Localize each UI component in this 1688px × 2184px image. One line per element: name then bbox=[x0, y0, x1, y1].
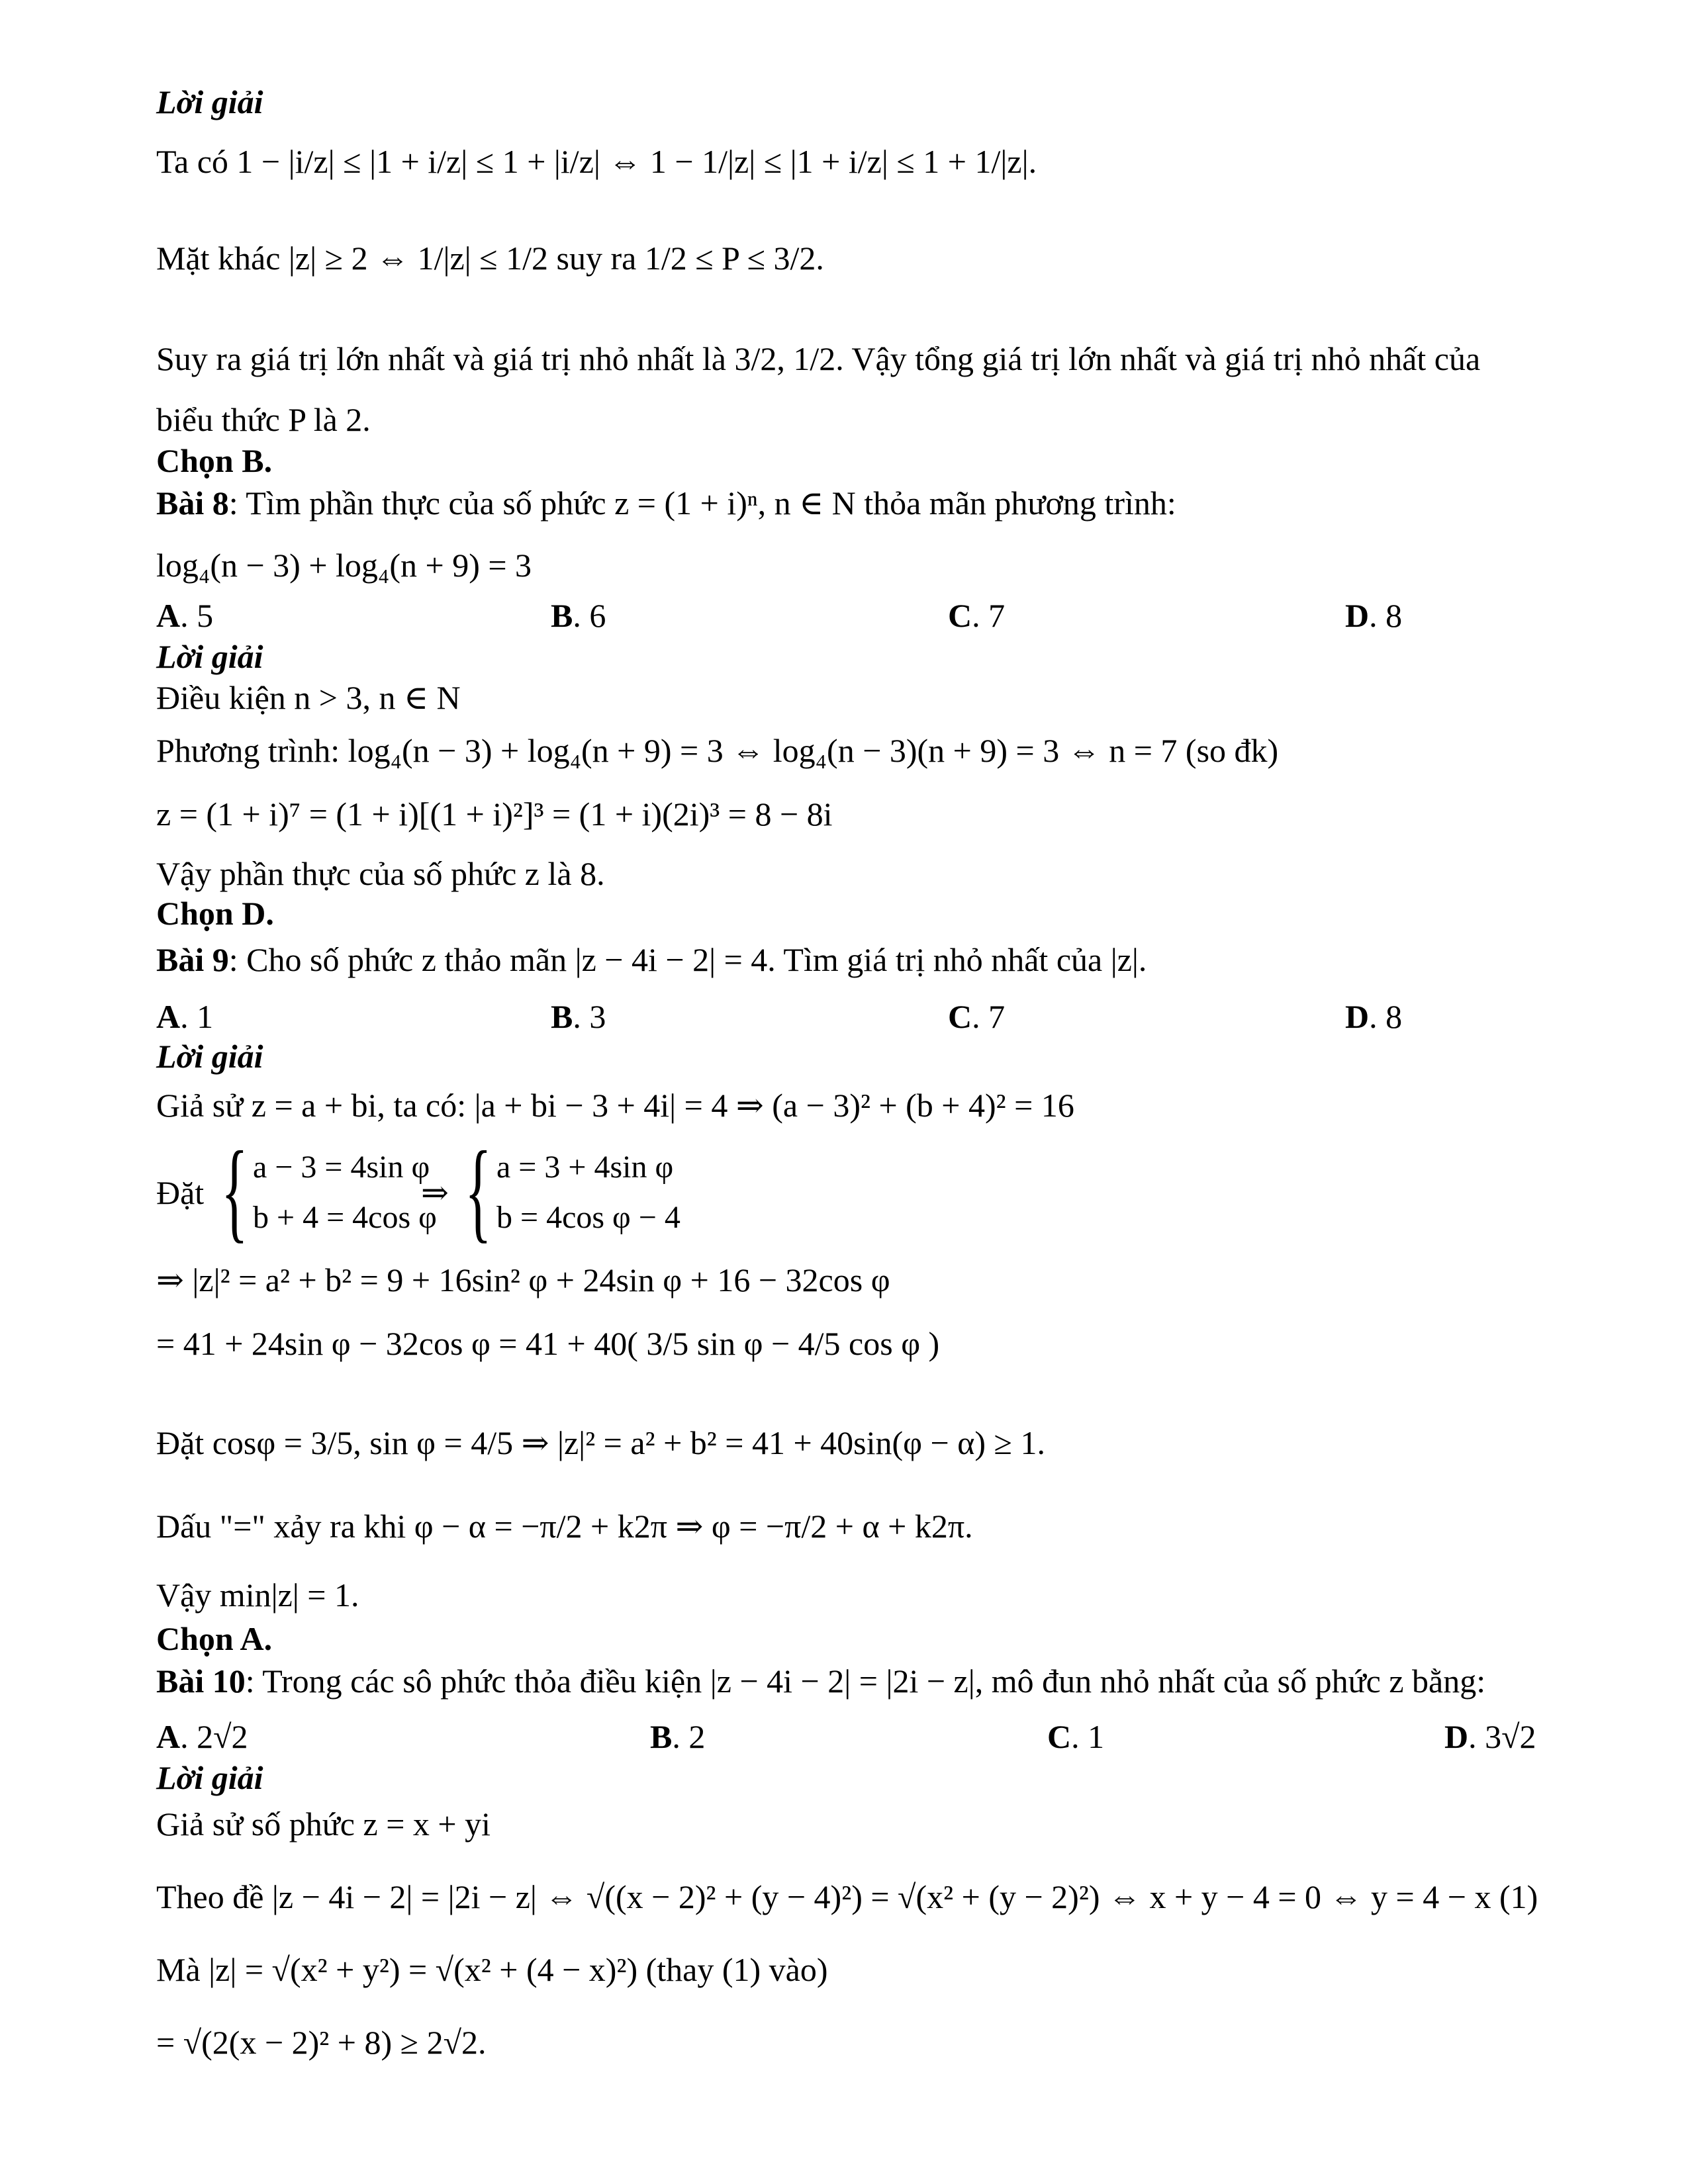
solution-line: Vậy min|z| = 1. bbox=[156, 1576, 359, 1614]
solution-line: Vậy phần thực của số phức z là 8. bbox=[156, 855, 605, 892]
system-row: a = 3 + 4sin φ bbox=[496, 1150, 674, 1185]
solution-line: Đặt cosφ = 3/5, sin φ = 4/5 ⇒ |z|² = a² + b² = 41 + 40sin(φ − α) ≥ 1. bbox=[156, 1424, 1045, 1461]
problem-equation: log₄(n − 3) + log₄(n + 9) = 3 bbox=[156, 547, 532, 584]
option-c: C. 1 bbox=[1047, 1718, 1105, 1755]
equation-system bbox=[156, 1128, 752, 1253]
solution-line: Giả sử z = a + bi, ta có: |a + bi − 3 + 4i| = 4 ⇒ (a − 3)² + (b + 4)² = 16 bbox=[156, 1087, 1074, 1124]
left-brace: { bbox=[465, 1128, 492, 1253]
solution-heading: Lời giải bbox=[156, 1759, 263, 1796]
solution-line: Giả sử số phức z = x + yi bbox=[156, 1805, 491, 1843]
problem-9-question bbox=[156, 940, 1147, 979]
option-a: A. 2√2 bbox=[156, 1718, 248, 1755]
problem-text: : Tìm phần thực của số phức z = (1 + i)ⁿ, n ∈ N thỏa mãn phương trình: bbox=[228, 484, 1176, 522]
problem-text: : Trong các sô phức thỏa điều kiện |z − 4i − 2| = |2i − z|, mô đun nhỏ nhất của số phức z bằng: bbox=[245, 1662, 1486, 1700]
system-row: b = 4cos φ − 4 bbox=[496, 1200, 680, 1235]
implies-arrow: ⇒ bbox=[421, 1174, 449, 1211]
answer-choice: Chọn D. bbox=[156, 895, 274, 932]
option-d: D. 8 bbox=[1345, 597, 1403, 634]
option-c: C. 7 bbox=[948, 998, 1006, 1035]
option-d: D. 8 bbox=[1345, 998, 1403, 1035]
solution-line: Dấu "=" xảy ra khi φ − α = −π/2 + k2π ⇒ φ = −π/2 + α + k2π. bbox=[156, 1508, 973, 1545]
problem-10-question bbox=[156, 1661, 1485, 1701]
solution-line: z = (1 + i)⁷ = (1 + i)[(1 + i)²]³ = (1 + i)(2i)³ = 8 − 8i bbox=[156, 796, 833, 833]
option-b: B. 2 bbox=[650, 1718, 706, 1755]
solution-line: Phương trình: log₄(n − 3) + log₄(n + 9) = 3 ⇔ log₄(n − 3)(n + 9) = 3 ⇔ n = 7 (so đk) bbox=[156, 732, 1279, 769]
option-a: A. 5 bbox=[156, 597, 214, 634]
option-b: B. 3 bbox=[551, 998, 606, 1035]
answer-options bbox=[156, 997, 1573, 1036]
solution-heading: Lời giải bbox=[156, 1038, 263, 1075]
answer-choice: Chọn A. bbox=[156, 1620, 273, 1657]
option-b: B. 6 bbox=[551, 597, 606, 634]
option-d: D. 3√2 bbox=[1444, 1718, 1536, 1755]
system-row: b + 4 = 4cos φ bbox=[253, 1200, 437, 1235]
solution-line: Mà |z| = √(x² + y²) = √(x² + (4 − x)²) (thay (1) vào) bbox=[156, 1951, 828, 1988]
solution-line: ⇒ |z|² = a² + b² = 9 + 16sin² φ + 24sin φ + 16 − 32cos φ bbox=[156, 1261, 890, 1298]
problem-8-question bbox=[156, 483, 1176, 523]
problem-label: Bài 9 bbox=[156, 941, 229, 978]
answer-options bbox=[156, 596, 1573, 635]
solution-heading: Lời giải bbox=[156, 638, 263, 675]
solution-line: Suy ra giá trị lớn nhất và giá trị nhỏ nhất là 3/2, 1/2. Vậy tổng giá trị lớn nhất và giá trị nhỏ nhất của bbox=[156, 340, 1481, 377]
left-brace: { bbox=[221, 1128, 248, 1253]
solution-line: Theo đề |z − 4i − 2| = |2i − z| ⇔ √((x − 2)² + (y − 4)²) = √(x² + (y − 2)²) ⇔ x + y − 4 = 0 ⇔ y = 4 − x (1) bbox=[156, 1878, 1538, 1915]
system-row: a − 3 = 4sin φ bbox=[253, 1150, 430, 1185]
solution-line: Mặt khác |z| ≥ 2 ⇔ 1/|z| ≤ 1/2 suy ra 1/2 ≤ P ≤ 3/2. bbox=[156, 240, 824, 277]
solution-heading: Lời giải bbox=[156, 83, 263, 120]
option-c: C. 7 bbox=[948, 597, 1006, 634]
system-label: Đặt bbox=[156, 1174, 205, 1211]
solution-line: Ta có 1 − |i/z| ≤ |1 + i/z| ≤ 1 + |i/z| ⇔ 1 − 1/|z| ≤ |1 + i/z| ≤ 1 + 1/|z|. bbox=[156, 143, 1037, 180]
solution-line: biểu thức P là 2. bbox=[156, 401, 371, 438]
answer-choice: Chọn B. bbox=[156, 442, 273, 479]
problem-text: : Cho số phức z thảo mãn |z − 4i − 2| = 4. Tìm giá trị nhỏ nhất của |z|. bbox=[228, 941, 1147, 978]
problem-label: Bài 8 bbox=[156, 484, 229, 522]
answer-options bbox=[156, 1717, 1573, 1756]
option-a: A. 1 bbox=[156, 998, 214, 1035]
solution-line: Điều kiện n > 3, n ∈ N bbox=[156, 679, 461, 716]
problem-label: Bài 10 bbox=[156, 1662, 246, 1700]
solution-line: = √(2(x − 2)² + 8) ≥ 2√2. bbox=[156, 2024, 487, 2061]
solution-line: = 41 + 24sin φ − 32cos φ = 41 + 40( 3/5 sin φ − 4/5 cos φ ) bbox=[156, 1325, 940, 1362]
